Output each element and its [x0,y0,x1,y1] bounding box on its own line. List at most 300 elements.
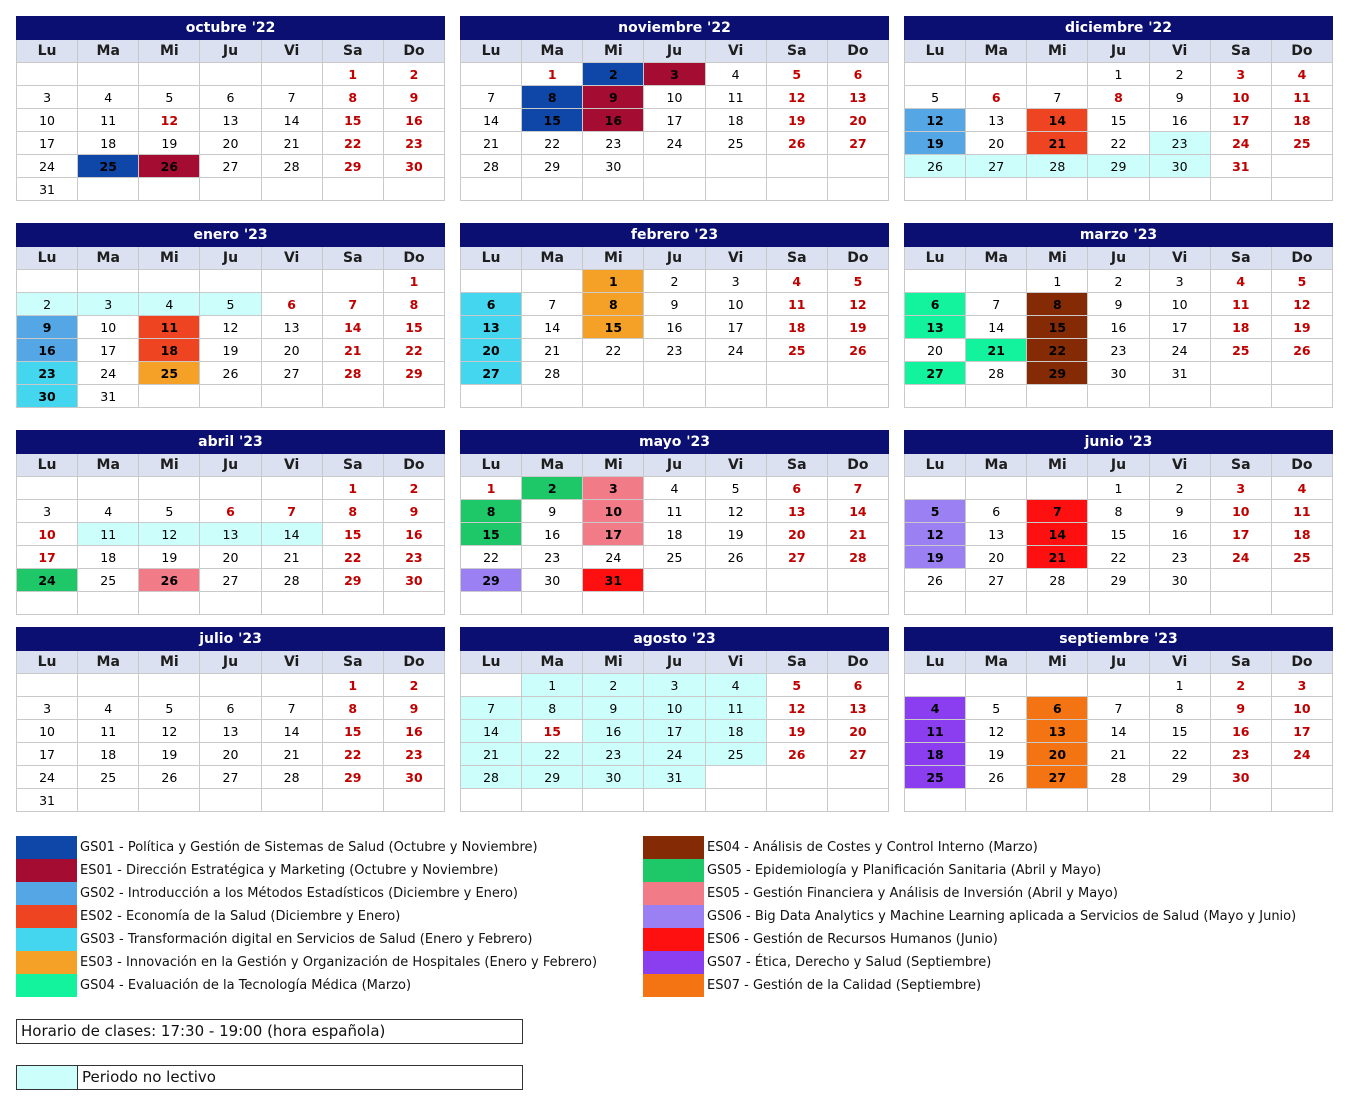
month-calendar [904,16,1333,201]
day-cell: 30 [1210,766,1271,789]
day-cell: 22 [522,132,583,155]
day-cell: 6 [200,500,261,523]
day-cell: 25 [1210,339,1271,362]
empty-cell [139,592,200,615]
empty-cell [827,592,888,615]
weekday-header: Ju [200,651,261,674]
day-cell: 30 [383,569,444,592]
day-cell: 5 [1271,270,1332,293]
weekday-header: Do [1271,40,1332,63]
day-cell: 20 [461,339,522,362]
day-cell: 21 [461,132,522,155]
empty-cell [966,178,1027,201]
day-cell: 29 [383,362,444,385]
weekday-header: Mi [1027,651,1088,674]
day-cell: 4 [139,293,200,316]
empty-cell [78,270,139,293]
day-cell: 23 [1088,339,1149,362]
day-cell: 5 [200,293,261,316]
empty-cell [139,178,200,201]
empty-cell [1271,178,1332,201]
day-cell: 14 [322,316,383,339]
weekday-header: Do [383,40,444,63]
weekday-header: Ju [1088,454,1149,477]
weekday-header: Mi [583,651,644,674]
day-cell: 28 [261,569,322,592]
day-cell: 15 [461,523,522,546]
no-lectivo-swatch [17,1066,78,1089]
day-cell: 19 [200,339,261,362]
weekday-header: Vi [1149,247,1210,270]
day-cell: 25 [78,155,139,178]
day-cell: 7 [827,477,888,500]
day-cell: 4 [78,697,139,720]
empty-cell [705,178,766,201]
day-cell: 8 [383,293,444,316]
day-cell: 28 [261,155,322,178]
weekday-header: Mi [1027,247,1088,270]
month-title: enero '23 [17,224,445,247]
weekday-header: Vi [705,40,766,63]
day-cell: 29 [522,155,583,178]
day-cell: 21 [827,523,888,546]
weekday-header: Lu [905,651,966,674]
empty-cell [522,178,583,201]
day-cell: 31 [17,178,78,201]
empty-cell [261,789,322,812]
empty-cell [17,477,78,500]
empty-cell [139,477,200,500]
empty-cell [1210,362,1271,385]
day-cell: 11 [1271,500,1332,523]
legend-color-swatch [643,836,704,859]
weekday-header: Vi [1149,651,1210,674]
day-cell: 27 [827,743,888,766]
legend-color-swatch [643,882,704,905]
day-cell: 5 [766,674,827,697]
day-cell: 19 [905,546,966,569]
day-cell: 15 [583,316,644,339]
day-cell: 6 [461,293,522,316]
weekday-header: Ma [966,247,1027,270]
empty-cell [966,270,1027,293]
day-cell: 15 [383,316,444,339]
day-cell: 15 [322,523,383,546]
empty-cell [644,569,705,592]
day-cell: 26 [705,546,766,569]
weekday-header: Ju [200,40,261,63]
day-cell: 20 [766,523,827,546]
day-cell: 3 [78,293,139,316]
empty-cell [905,674,966,697]
empty-cell [322,270,383,293]
day-cell: 26 [200,362,261,385]
empty-cell [461,592,522,615]
day-cell: 23 [1210,743,1271,766]
empty-cell [200,270,261,293]
day-cell: 15 [322,109,383,132]
day-cell: 14 [1027,109,1088,132]
day-cell: 11 [1271,86,1332,109]
day-cell: 9 [644,293,705,316]
empty-cell [583,385,644,408]
day-cell: 4 [766,270,827,293]
empty-cell [905,270,966,293]
month-calendar [460,16,889,201]
legend-label: ES05 - Gestión Financiera y Análisis de Inversión (Abril y Mayo) [707,886,1118,901]
day-cell: 2 [1149,477,1210,500]
day-cell: 22 [1027,339,1088,362]
day-cell: 17 [17,743,78,766]
day-cell: 24 [644,132,705,155]
day-cell: 16 [1088,316,1149,339]
weekday-header: Sa [322,40,383,63]
day-cell: 15 [1088,109,1149,132]
day-cell: 4 [1271,477,1332,500]
weekday-header: Sa [1210,40,1271,63]
day-cell: 8 [1149,697,1210,720]
day-cell: 19 [766,109,827,132]
month-title: diciembre '22 [905,17,1333,40]
day-cell: 20 [200,546,261,569]
weekday-header: Ju [200,454,261,477]
day-cell: 15 [322,720,383,743]
day-cell: 10 [583,500,644,523]
day-cell: 10 [17,720,78,743]
empty-cell [905,592,966,615]
empty-cell [1210,569,1271,592]
empty-cell [78,178,139,201]
weekday-header: Mi [139,651,200,674]
day-cell: 25 [1271,546,1332,569]
day-cell: 2 [1149,63,1210,86]
weekday-header: Mi [583,40,644,63]
empty-cell [766,362,827,385]
day-cell: 17 [17,546,78,569]
empty-cell [1027,592,1088,615]
day-cell: 9 [1149,86,1210,109]
day-cell: 15 [1149,720,1210,743]
weekday-header: Lu [17,454,78,477]
day-cell: 7 [966,293,1027,316]
day-cell: 5 [827,270,888,293]
weekday-header: Vi [705,651,766,674]
empty-cell [1271,362,1332,385]
empty-cell [1210,789,1271,812]
day-cell: 11 [905,720,966,743]
weekday-header: Lu [905,40,966,63]
empty-cell [78,63,139,86]
month-title: marzo '23 [905,224,1333,247]
weekday-header: Sa [322,247,383,270]
month-calendar [16,430,445,615]
day-cell: 16 [383,720,444,743]
weekday-header: Mi [139,40,200,63]
legend-color-swatch [643,905,704,928]
day-cell: 7 [261,697,322,720]
empty-cell [1271,569,1332,592]
day-cell: 18 [705,109,766,132]
day-cell: 29 [1088,155,1149,178]
empty-cell [1271,155,1332,178]
empty-cell [522,789,583,812]
empty-cell [905,178,966,201]
day-cell: 13 [827,86,888,109]
legend-color-swatch [643,859,704,882]
empty-cell [461,385,522,408]
day-cell: 3 [17,500,78,523]
day-cell: 29 [1149,766,1210,789]
day-cell: 1 [1088,63,1149,86]
day-cell: 14 [1088,720,1149,743]
empty-cell [644,362,705,385]
day-cell: 24 [17,766,78,789]
weekday-header: Mi [139,247,200,270]
empty-cell [766,385,827,408]
day-cell: 25 [905,766,966,789]
day-cell: 14 [261,109,322,132]
month-calendar [460,430,889,615]
day-cell: 27 [261,362,322,385]
day-cell: 7 [261,86,322,109]
weekday-header: Lu [461,454,522,477]
legend-label: GS05 - Epidemiología y Planificación Sanitaria (Abril y Mayo) [707,863,1102,878]
day-cell: 10 [78,316,139,339]
day-cell: 13 [905,316,966,339]
day-cell: 17 [583,523,644,546]
empty-cell [200,789,261,812]
day-cell: 31 [583,569,644,592]
day-cell: 10 [705,293,766,316]
weekday-header: Vi [261,454,322,477]
day-cell: 14 [1027,523,1088,546]
day-cell: 30 [1149,569,1210,592]
empty-cell [766,592,827,615]
day-cell: 5 [766,63,827,86]
day-cell: 17 [1210,109,1271,132]
day-cell: 18 [78,546,139,569]
legend-color-swatch [16,951,77,974]
day-cell: 16 [644,316,705,339]
day-cell: 29 [1027,362,1088,385]
weekday-header: Ma [78,40,139,63]
empty-cell [322,385,383,408]
day-cell: 25 [78,569,139,592]
month-calendar [16,16,445,201]
day-cell: 8 [1088,500,1149,523]
day-cell: 15 [1027,316,1088,339]
empty-cell [322,789,383,812]
day-cell: 16 [583,720,644,743]
weekday-header: Do [827,247,888,270]
day-cell: 8 [583,293,644,316]
empty-cell [827,385,888,408]
day-cell: 11 [78,720,139,743]
day-cell: 2 [644,270,705,293]
day-cell: 24 [17,155,78,178]
day-cell: 4 [705,63,766,86]
day-cell: 2 [17,293,78,316]
day-cell: 3 [705,270,766,293]
weekday-header: Lu [905,454,966,477]
empty-cell [383,592,444,615]
day-cell: 22 [322,743,383,766]
day-cell: 5 [139,697,200,720]
day-cell: 6 [200,697,261,720]
empty-cell [1271,766,1332,789]
weekday-header: Lu [17,247,78,270]
empty-cell [139,63,200,86]
day-cell: 9 [583,86,644,109]
day-cell: 26 [139,569,200,592]
empty-cell [1149,592,1210,615]
day-cell: 4 [78,86,139,109]
day-cell: 13 [200,720,261,743]
weekday-header: Ma [78,247,139,270]
empty-cell [583,592,644,615]
empty-cell [383,178,444,201]
day-cell: 5 [705,477,766,500]
day-cell: 21 [1027,546,1088,569]
empty-cell [644,155,705,178]
day-cell: 20 [200,743,261,766]
day-cell: 20 [966,546,1027,569]
day-cell: 7 [1027,500,1088,523]
day-cell: 1 [322,63,383,86]
day-cell: 10 [1210,86,1271,109]
day-cell: 25 [644,546,705,569]
day-cell: 12 [827,293,888,316]
day-cell: 19 [705,523,766,546]
empty-cell [322,178,383,201]
empty-cell [261,63,322,86]
empty-cell [200,63,261,86]
legend-color-swatch [16,882,77,905]
day-cell: 28 [461,766,522,789]
empty-cell [383,789,444,812]
day-cell: 23 [644,339,705,362]
day-cell: 26 [139,155,200,178]
empty-cell [1149,385,1210,408]
weekday-header: Do [1271,651,1332,674]
schedule-box [16,1019,523,1044]
day-cell: 31 [644,766,705,789]
day-cell: 1 [1027,270,1088,293]
empty-cell [1271,789,1332,812]
day-cell: 19 [766,720,827,743]
day-cell: 10 [644,697,705,720]
weekday-header: Ju [644,247,705,270]
day-cell: 21 [522,339,583,362]
empty-cell [200,477,261,500]
day-cell: 27 [766,546,827,569]
weekday-header: Ma [522,651,583,674]
weekday-header: Lu [17,651,78,674]
weekday-header: Vi [705,247,766,270]
empty-cell [1027,789,1088,812]
day-cell: 29 [1088,569,1149,592]
day-cell: 23 [383,546,444,569]
empty-cell [461,674,522,697]
empty-cell [383,385,444,408]
legend-label: ES06 - Gestión de Recursos Humanos (Junio) [707,932,998,947]
weekday-header: Lu [17,40,78,63]
empty-cell [261,270,322,293]
day-cell: 26 [766,132,827,155]
day-cell: 28 [322,362,383,385]
weekday-header: Sa [766,247,827,270]
day-cell: 11 [766,293,827,316]
day-cell: 28 [827,546,888,569]
day-cell: 19 [827,316,888,339]
empty-cell [705,362,766,385]
day-cell: 28 [1088,766,1149,789]
weekday-header: Ma [522,247,583,270]
empty-cell [139,674,200,697]
day-cell: 8 [522,86,583,109]
month-calendar [460,627,889,812]
day-cell: 5 [905,500,966,523]
day-cell: 23 [17,362,78,385]
day-cell: 26 [966,766,1027,789]
empty-cell [1027,385,1088,408]
day-cell: 10 [644,86,705,109]
empty-cell [827,766,888,789]
day-cell: 6 [766,477,827,500]
empty-cell [966,385,1027,408]
day-cell: 23 [583,743,644,766]
day-cell: 1 [322,674,383,697]
weekday-header: Ju [1088,247,1149,270]
empty-cell [644,789,705,812]
empty-cell [966,592,1027,615]
empty-cell [766,178,827,201]
empty-cell [1088,674,1149,697]
weekday-header: Ma [78,454,139,477]
day-cell: 2 [383,674,444,697]
day-cell: 24 [1149,339,1210,362]
day-cell: 14 [461,109,522,132]
day-cell: 13 [200,109,261,132]
day-cell: 22 [1088,132,1149,155]
weekday-header: Ma [966,40,1027,63]
day-cell: 9 [383,500,444,523]
day-cell: 2 [583,63,644,86]
day-cell: 24 [644,743,705,766]
day-cell: 30 [522,569,583,592]
day-cell: 6 [200,86,261,109]
day-cell: 6 [827,674,888,697]
empty-cell [1088,789,1149,812]
day-cell: 13 [261,316,322,339]
empty-cell [705,592,766,615]
day-cell: 24 [705,339,766,362]
day-cell: 18 [78,132,139,155]
day-cell: 26 [139,766,200,789]
day-cell: 28 [1027,569,1088,592]
day-cell: 17 [644,109,705,132]
day-cell: 17 [705,316,766,339]
empty-cell [905,789,966,812]
empty-cell [17,592,78,615]
day-cell: 1 [383,270,444,293]
weekday-header: Sa [1210,651,1271,674]
day-cell: 13 [1027,720,1088,743]
day-cell: 3 [1149,270,1210,293]
day-cell: 22 [461,546,522,569]
day-cell: 30 [383,766,444,789]
day-cell: 2 [1088,270,1149,293]
